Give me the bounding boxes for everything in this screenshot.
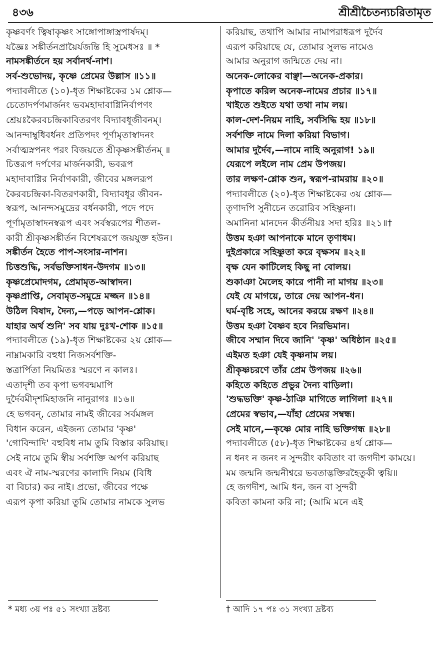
verse-line: সর্বশক্তি নামে দিলা করিয়া বিভাগ।	[226, 129, 350, 141]
text-line: অমানিনা মানদেন কীর্তনীয়ঃ সদা হরিঃ ॥২১॥†	[226, 217, 393, 229]
verse-line: যাহার অর্থ শুনি' সব যায় দুঃখ-শোক ॥১৫॥	[6, 320, 164, 332]
text-line: হে জগদীশ, আমি ধন, জন বা সুন্দরী	[226, 482, 357, 494]
text-line: সেই নামে তুমি স্বীয় সর্বশক্তি অর্পণ করিয়াছ	[6, 452, 159, 464]
text-line: দুর্দৈবমীদৃশমিহাজনি নানুরাগঃ ॥১৬॥	[6, 394, 135, 406]
right-column	[226, 26, 436, 596]
text-line: চেতোদর্পণমার্জনং ভবমহাদাবাগ্নিনির্বাপণং	[6, 100, 153, 112]
verse-line: খাইতে শুইতে যথা তথা নাম লয়।	[226, 100, 348, 112]
verse-line: কৃষ্ণপ্রাপ্তি, সেবামৃত-সমুদ্রে মজ্জন ॥১৪॥	[6, 291, 151, 303]
footnote-left: * মধ্য ৩য় পঃ ৫১ সংখ্যা দ্রষ্টব্য	[8, 605, 111, 615]
text-line: এরূপ কৃপা করিয়া তুমি তোমার নামকে সুলভ	[6, 497, 165, 508]
text-line: ন ধনং ন জনং ন সুন্দরীং কবিতাং বা জগদীশ কাময়ে।	[226, 452, 416, 464]
text-line: তৃণাদপি সুনীচেন তরোরিব সহিষ্ণুনা।	[226, 203, 356, 215]
verse-line: দুইপ্রকারে সহিষ্ণুতা করে বৃক্ষসম ॥২২॥	[226, 247, 366, 259]
page-header	[8, 4, 433, 22]
text-line: হে ভগবন্, তোমার নামই জীবের সর্বমঙ্গল	[6, 408, 154, 420]
text-line: বা বিচার) কর নাই। প্রভো, জীবের পক্ষে	[6, 482, 149, 494]
verse-line: শ্রীকৃষ্ণচরণে তাঁর প্রেম উপজয় ॥২৬॥	[226, 364, 362, 376]
text-line: নাম্নামকারি বহুধা নিজসর্বশক্তি-	[6, 350, 117, 362]
verse-line: বৃক্ষ যেন কাটিলেহ কিছু না বোলয়।	[226, 262, 351, 273]
left-column	[6, 26, 216, 596]
text-line: সর্বাত্মস্নপনং পরং বিজয়তে শ্রীকৃষ্ণসঙ্কীর্তনম্ ॥	[6, 144, 171, 156]
text-line: এরূপ করিয়াছে যে, তোমার সুলভ নামেও	[226, 41, 374, 53]
text-line: মম জন্মনি জন্মনীশ্বরে ভবতাদ্ভক্তিরহৈতুকী ত্বয়ি॥	[226, 467, 398, 479]
verse-line: সেই মানে,—কৃষ্ণে মোর নাহি ভক্তিগন্ধ ॥২৮॥	[226, 423, 391, 435]
verse-line: প্রেমের স্বভাব,—যাঁহা প্রেমের সম্বন্ধ।	[226, 408, 355, 420]
verse-line: 'শুদ্ধভক্তি' কৃষ্ণ-ঠাঞি মাগিতে লাগিলা ॥২৭॥	[226, 394, 393, 406]
running-title: শ্রীশ্রীচৈতন্যচরিতামৃত	[338, 6, 431, 19]
text-line: কৃষ্ণবর্ণং ত্বিষাকৃষ্ণং সাঙ্গোপাঙ্গাস্ত্রপার্ষদম্।	[6, 27, 149, 38]
verse-line: উত্তম হঞা বৈষ্ণব হবে নিরভিমান।	[226, 320, 350, 332]
verse-line: এইমত হঞা যেই কৃষ্ণনাম লয়।	[226, 350, 337, 362]
text-line: আমার অনুরাগ জন্মিতে দেয় না।	[226, 56, 343, 68]
text-line: পূর্ণামৃতাস্বাদনস্বরূপ এবং সর্বস্বরূপের শীতল-	[6, 217, 161, 229]
text-line: যজ্ঞৈঃ সঙ্কীর্তনপ্রায়ৈর্যজন্তি হি সুমেধসঃ ॥ *	[6, 41, 160, 53]
text-line: মহাদাবাগ্নির নির্বাণকারী, জীবের মঙ্গলরূপ	[6, 173, 153, 185]
text-line: পদ্যাবলীতে (২০)-ধৃত শিক্ষাষ্টকের ৩য় শ্লোক—	[226, 188, 392, 200]
footnote-rule-right	[226, 600, 376, 601]
verse-line: কাল-দেশ-নিয়ম নাহি, সর্বসিদ্ধি হয় ॥১৮॥	[226, 115, 376, 127]
verse-line: অনেক-লোকের বাঞ্ছা—অনেক-প্রকার।	[226, 71, 364, 83]
verse-line: উঠিল বিষাদ, দৈন্য,—পড়ে আপন-শ্লোক।	[6, 306, 156, 318]
verse-line: কৃপাতে করিল অনেক-নামের প্রচার ॥১৭॥	[226, 85, 377, 97]
text-line: করিয়াছ, তথাপি আমার নামাপরাধরূপ দুর্দৈব	[226, 27, 383, 38]
verse-line: নামসঙ্কীর্তনে হয় সর্বানর্থ-নাশ।	[6, 56, 113, 68]
verse-line: আমার দুর্দৈব,—নামে নাহি অনুরাগ! ১৯॥	[226, 144, 375, 156]
verse-line: জীবে সম্মান দিবে জানি' 'কৃষ্ণ' অধিষ্ঠান ॥২৫॥	[226, 335, 397, 347]
verse-line: চিত্তশুদ্ধি, সর্বভক্তিসাধন-উদগম ॥১৩॥	[6, 262, 146, 273]
verse-line: যেই যে মাগয়ে, তারে দেয় আপন-ধন।	[226, 291, 364, 303]
text-line: পদ্যাবলীতে (৫৮)-ধৃত শিক্ষাষ্টকের ৪র্থ শ্লোক—	[226, 438, 393, 450]
verse-line: তার লক্ষণ-শ্লোক শুন, স্বরূপ-রামরায় ॥২০॥	[226, 173, 384, 185]
text-line: 'গোবিন্দাদি' বহুবিধ নাম তুমি বিস্তার করিয়াছ।	[6, 438, 169, 450]
text-line: স্তত্রার্পিতা নিয়মিতঃ স্মরণে ন কালঃ।	[6, 364, 138, 376]
column-divider	[220, 26, 221, 598]
verse-line: সঙ্কীর্তন হৈতে পাপ-সংসার-নাশন।	[6, 247, 128, 259]
verse-line: ঘর্ম-বৃষ্টি সহে, আনের করয়ে রক্ষণ ॥২৪॥	[226, 306, 374, 318]
verse-line: কহিতে কহিতে প্রভুর দৈন্য বাড়িলা।	[226, 379, 353, 391]
verse-line: কৃষ্ণপ্রেমোদগম, প্রেমামৃত-আস্বাদন।	[6, 276, 132, 288]
text-line: স্বরূপ, আনন্দসমুদ্রের বর্ধনকারী, পদে পদে	[6, 203, 154, 215]
verse-line: উত্তম হঞা আপনাকে মানে তৃণাধম।	[226, 232, 356, 244]
text-line: আনন্দাম্বুধিবর্ধনং প্রতিপদং পূর্ণামৃতাস্বাদনং	[6, 129, 155, 141]
text-line: বিধান করেন, এইজন্য তোমার 'কৃষ্ণ'	[6, 423, 136, 435]
page-number: ৪৩৬	[12, 6, 34, 19]
footnote-right: † আদি ১৭ পঃ ৩১ সংখ্যা দ্রষ্টব্য	[226, 605, 334, 615]
text-line: এবং ঐ নাম-স্মরণের কালাদি নিয়ম (বিধি	[6, 467, 153, 479]
text-line: পদ্যাবলীতে (১৯)-ধৃত শিক্ষাষ্টকের ২য় শ্লোক—	[6, 335, 172, 347]
text-line: পদ্যাবলীতে (১০)-ধৃত শিক্ষাষ্টকের ১ম শ্লোক—	[6, 85, 172, 97]
verse-line: সর্ব-শুভোদয়, কৃষ্ণে প্রেমের উল্লাস ॥১১॥	[6, 71, 156, 83]
verse-line: শুকাঞা মৈলেহ কারে পানী না মাগয় ॥২৩॥	[226, 276, 384, 288]
text-line: চিত্তরূপ দর্পণের মার্জনকারী, ভবরূপ	[6, 159, 134, 171]
text-line: শ্রেয়ঃকৈরবচন্দ্রিকাবিতরণং বিদ্যাবধূজীবনম্।	[6, 115, 162, 127]
text-line: এতাদৃশী তব কৃপা ভগবন্মমাপি	[6, 379, 114, 391]
text-line: কৈরবচন্দ্রিকা-বিতরণকারী, বিদ্যাবধূর জীবন-	[6, 188, 163, 200]
verse-line: যেরূপে লইলে নাম প্রেম উপজয়।	[226, 159, 346, 171]
text-line: কবিতা কামনা করি না; (আমি মনে এই	[226, 497, 364, 508]
header-rule	[8, 22, 433, 23]
text-line: কারী শ্রীকৃষ্ণসঙ্কীর্তন বিশেষরূপে জয়যুক্ত হউন।	[6, 232, 173, 244]
footnote-rule-left	[8, 600, 158, 601]
